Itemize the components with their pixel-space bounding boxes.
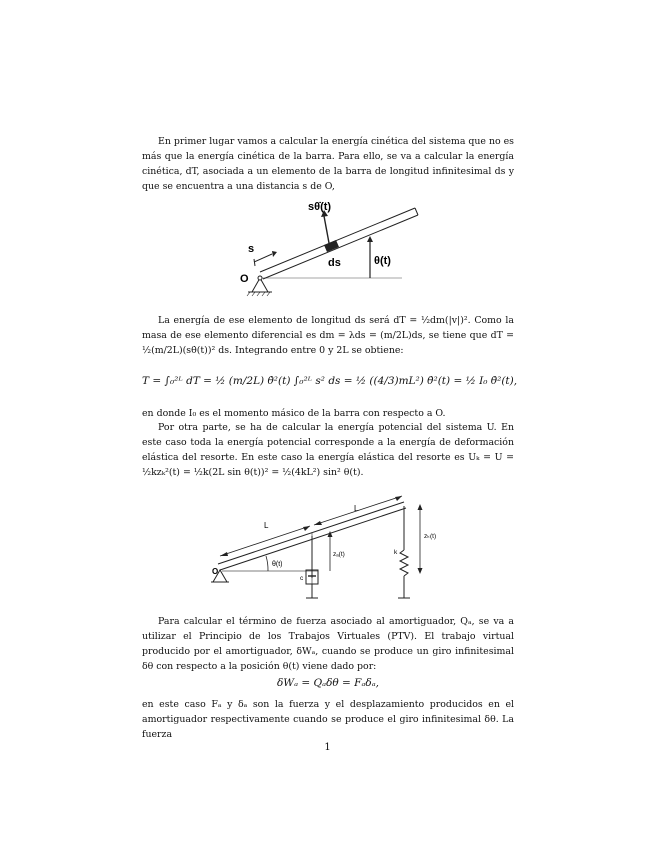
label-za: zₐ(t): [333, 551, 345, 558]
label-L1: L: [264, 521, 269, 530]
label-theta: θ(t): [374, 255, 391, 267]
label-s: s: [248, 243, 255, 255]
label-zk: zₖ(t): [424, 533, 437, 540]
paragraph-kinetic-intro: En primer lugar vamos a calcular la energía cinética del sistema que no es más que la energía cinética de la barra. Para ello, se va a calcular la energía cinética, dT, asociada a un elemento de la barra de longitud infinitesimal ds y que se encuentra a una distancia s de O,: [142, 136, 514, 192]
figure-bar-spring-damper: [208, 494, 443, 606]
label-theta: θ(t): [272, 561, 283, 568]
equation-virtual-work: δWₐ = Qₐδθ = Fₐδₐ,: [276, 677, 380, 689]
paragraph-virtual-work: Para calcular el término de fuerza asociado al amortiguador, Qₐ, se va a utilizar el Principio de los Trabajos Virtuales (PTV). El trabajo virtual producido por el amortiguador, δWₐ, cuando se produce un giro infinitesimal δθ con respecto a la posición θ(t) viene dado por:: [142, 616, 514, 672]
label-c: c: [300, 575, 304, 582]
label-s-theta-dot: sθ̇(t): [308, 201, 332, 213]
paragraph-potential-energy: Por otra parte, se ha de calcular la energía potencial del sistema U. En este caso toda la energía potencial corresponde a la energía de deformación elástica del resorte. En este caso la energía elástica del resorte es Uₖ = U = ½kzₖ²(t) = ½k(2L sin θ(t))² = ½(4kL²) sin² θ(t).: [142, 422, 514, 478]
page-number: 1: [324, 742, 331, 753]
zk-dimension: [418, 504, 423, 574]
pin-support: [247, 276, 272, 296]
length-dimension: [220, 496, 402, 556]
velocity-arrow: [324, 216, 329, 243]
paragraph-damper-force: en este caso Fₐ y δₐ son la fuerza y el desplazamiento producidos en el amortiguador respectivamente cuando se produce el giro infinitesimal δθ. La fuerza: [142, 699, 514, 740]
label-ds: ds: [328, 257, 341, 269]
figure-bar-element: [232, 196, 432, 302]
label-k: k: [394, 549, 398, 556]
paragraph-kinetic-element: La energía de ese elemento de longitud ds será dT = ½dm(|v|)². Como la masa de ese elemento diferencial es dm = λds = (m/2L)ds, se tiene que dT = ½(m/2L)(sθ̇(t))² ds. Integrando entre 0 y 2L se obtiene:: [142, 315, 514, 356]
s-arrow: [254, 254, 272, 262]
label-O: O: [240, 273, 249, 285]
theta-arc: [266, 556, 268, 571]
label-L2: L: [354, 504, 359, 513]
paragraph-moment: en donde I₀ es el momento másico de la barra con respecto a O.: [142, 408, 446, 419]
spring: [398, 506, 410, 598]
label-O: O: [212, 567, 219, 576]
equation-kinetic-energy: T = ∫₀²ᴸ dT = ½ (m/2L) θ̇²(t) ∫₀²ᴸ s² ds = ½ ((4/3)mL²) θ̇²(t) = ½ I₀ θ̇²(t),: [142, 375, 518, 387]
